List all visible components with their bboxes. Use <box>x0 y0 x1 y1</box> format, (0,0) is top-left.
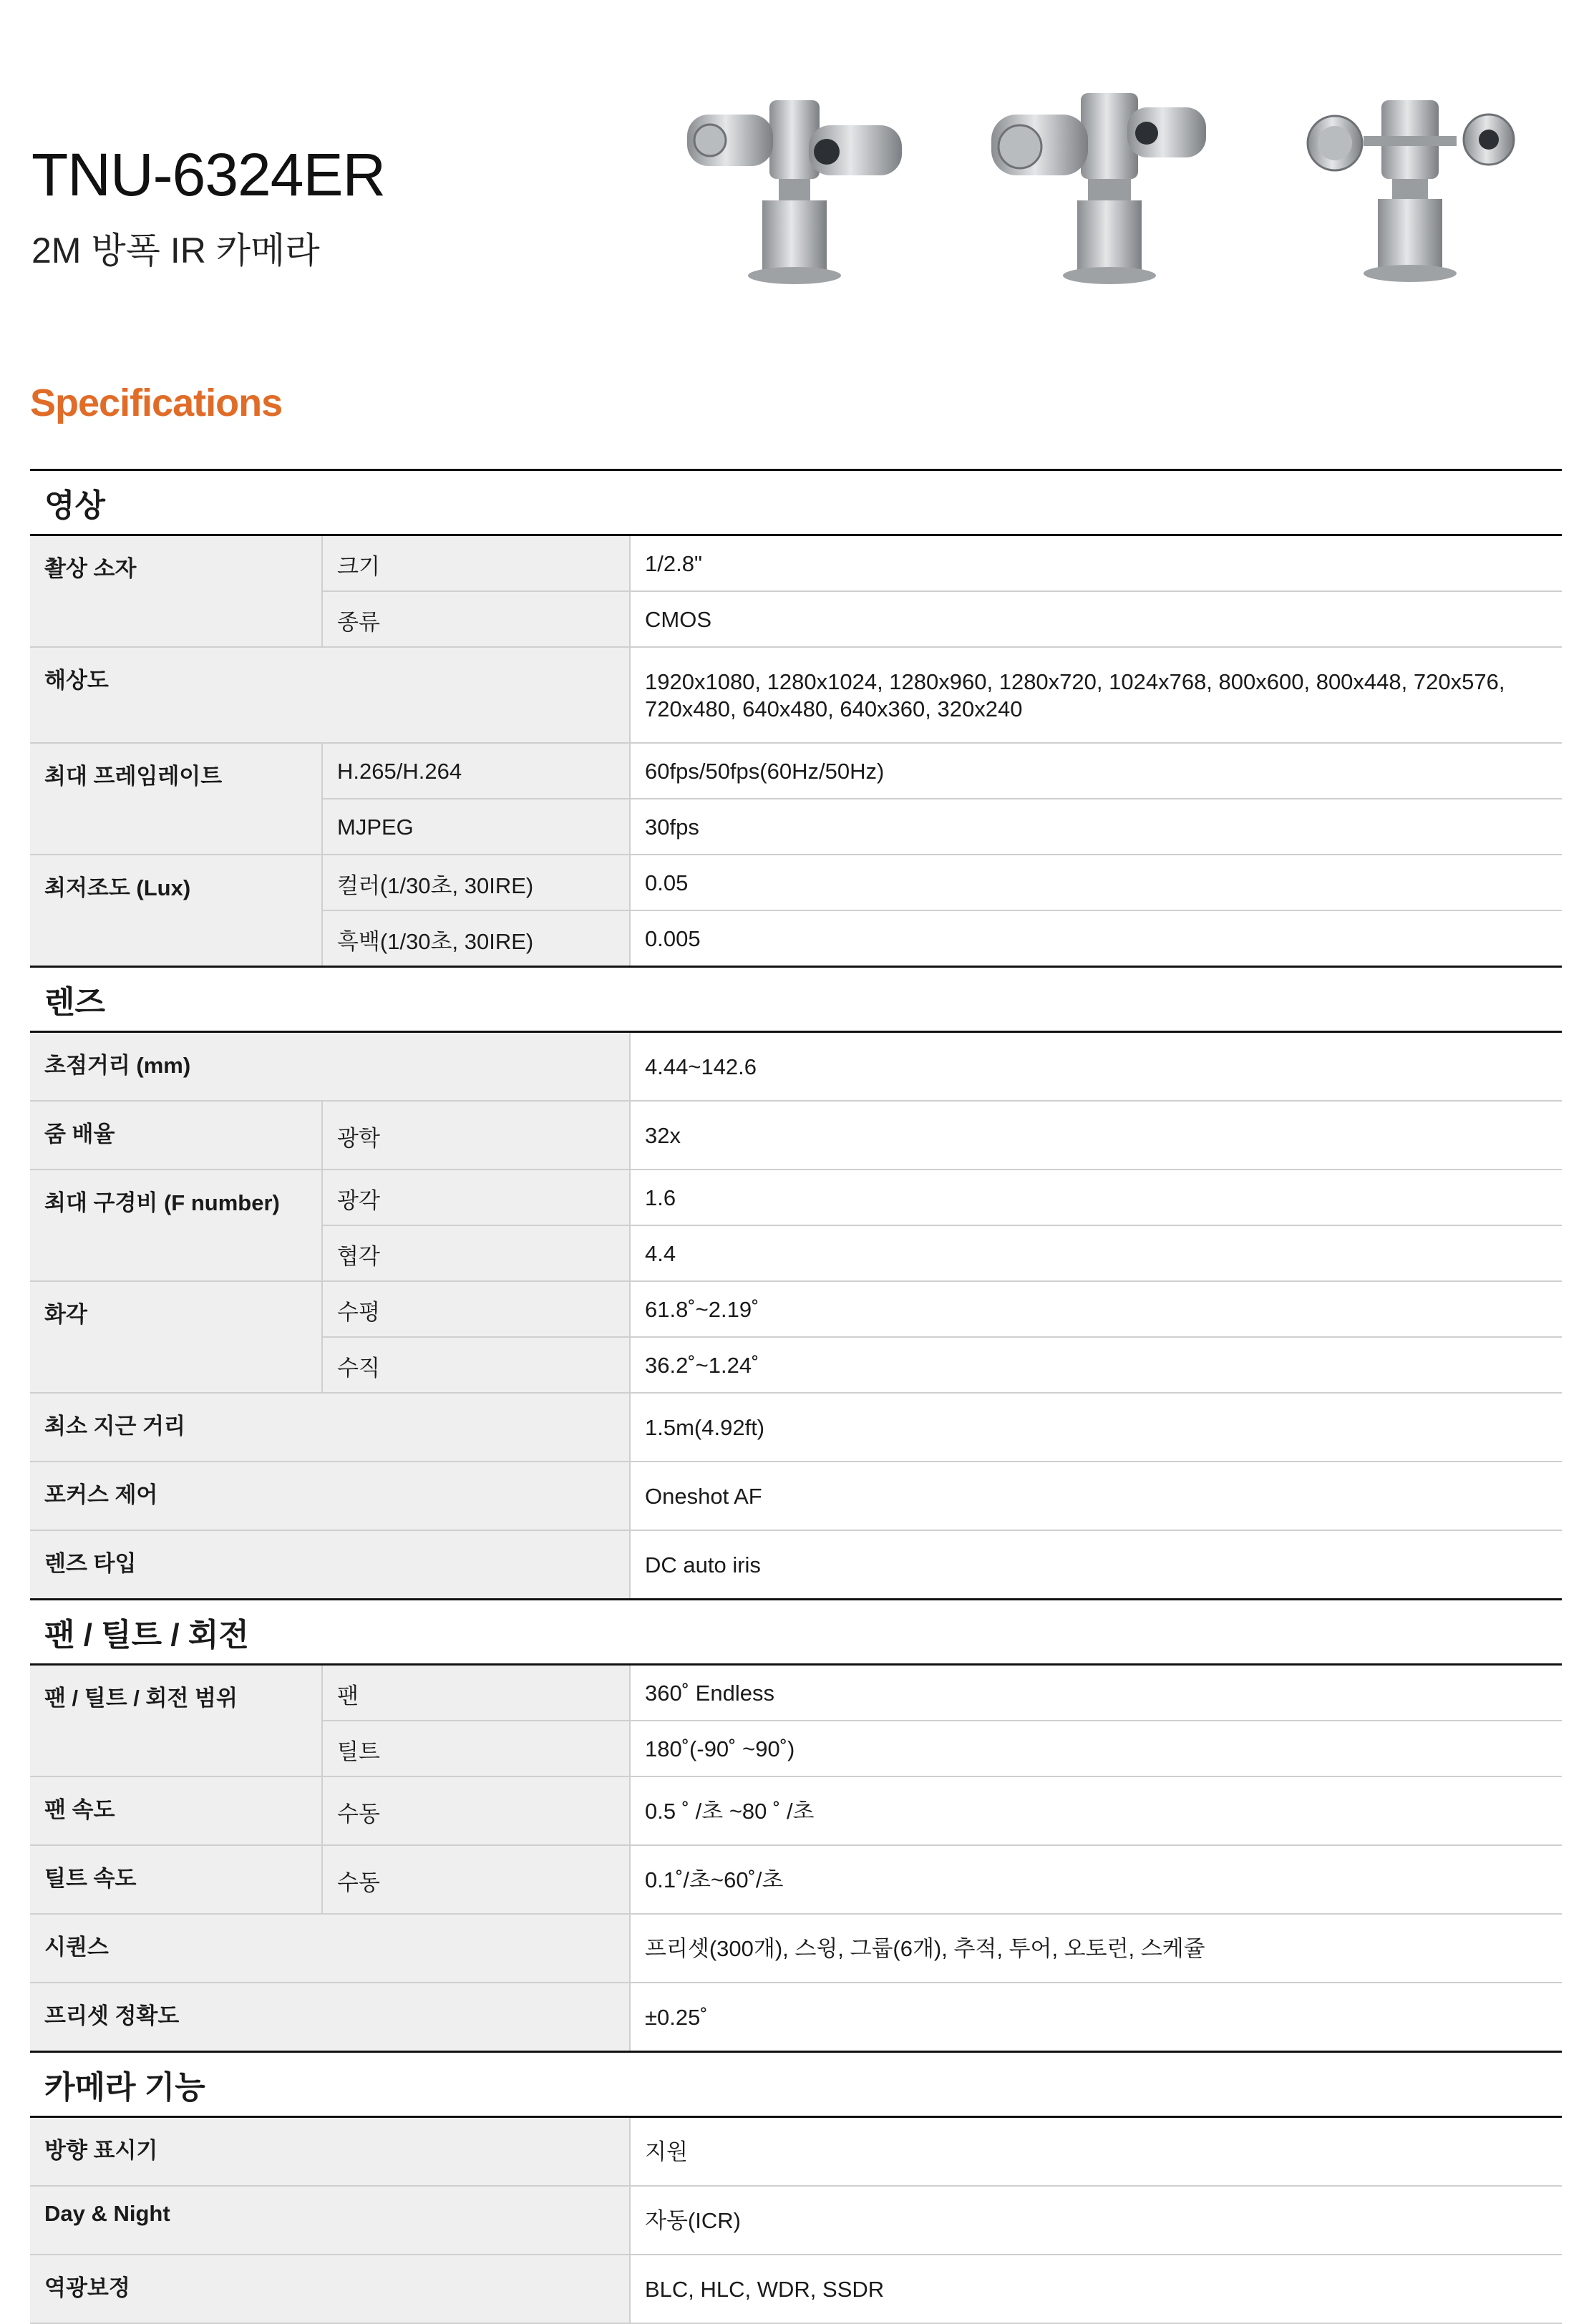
row-sublabel: 팬 <box>322 1665 630 1721</box>
section-title: 영상 <box>30 470 1562 535</box>
camera-image-front-left <box>673 86 916 293</box>
row-value: 0.05 <box>630 855 1562 910</box>
row-value: 60fps/50fps(60Hz/50Hz) <box>630 743 1562 799</box>
row-sublabel: 수동 <box>322 1845 630 1914</box>
table-row <box>30 1170 1562 1225</box>
row-sublabel: 협각 <box>322 1225 630 1281</box>
row-value: 180˚(-90˚ ~90˚) <box>630 1721 1562 1776</box>
row-sublabel: 크기 <box>322 535 630 592</box>
row-sublabel: 틸트 <box>322 1721 630 1776</box>
row-value: 0.1˚/초~60˚/초 <box>630 1845 1562 1914</box>
row-value: 4.4 <box>630 1225 1562 1281</box>
table-row <box>30 1281 1562 1337</box>
row-sublabel: H.265/H.264 <box>322 743 630 799</box>
row-label: 틸트 속도 <box>30 1845 322 1914</box>
row-value: 0.5 ˚ /초 ~80 ˚ /초 <box>630 1776 1562 1845</box>
row-value: 30fps <box>630 799 1562 855</box>
row-label: 팬 / 틸트 / 회전 범위 <box>30 1665 322 1777</box>
row-value: 36.2˚~1.24˚ <box>630 1337 1562 1393</box>
row-label: 팬 속도 <box>30 1776 322 1845</box>
row-sublabel: MJPEG <box>322 799 630 855</box>
table-row <box>30 1776 1562 1845</box>
row-label: 화각 <box>30 1281 322 1393</box>
spec-table <box>30 469 1562 2324</box>
row-label: 프리셋 정확도 <box>30 1983 630 2052</box>
camera-image-front <box>981 86 1224 293</box>
section-camera-functions <box>30 2052 1562 2117</box>
product-model: TNU-6324ER <box>31 141 386 208</box>
row-value: 1.6 <box>630 1170 1562 1225</box>
row-sublabel: 광각 <box>322 1170 630 1225</box>
product-images <box>673 86 1560 301</box>
row-label: 역광보정 <box>30 2255 630 2323</box>
row-value: 자동(ICR) <box>630 2186 1562 2255</box>
row-value: 지원 <box>630 2117 1562 2187</box>
row-label: 줌 배율 <box>30 1101 322 1170</box>
row-value: DC auto iris <box>630 1530 1562 1600</box>
row-label: 최저조도 (Lux) <box>30 855 322 967</box>
table-row <box>30 1462 1562 1530</box>
row-label: Day & Night <box>30 2186 630 2255</box>
row-label: 렌즈 타입 <box>30 1530 630 1600</box>
row-value: 0.005 <box>630 910 1562 967</box>
row-sublabel: 수직 <box>322 1337 630 1393</box>
section-pan-tilt-rotate <box>30 1600 1562 1665</box>
table-row <box>30 1845 1562 1914</box>
row-label: 최대 프레임레이트 <box>30 743 322 855</box>
row-value: 1920x1080, 1280x1024, 1280x960, 1280x720, 1024x768, 800x600, 800x448, 720x576, 720x480, 640x480, 640x360, 320x240 <box>630 647 1562 743</box>
section-lens <box>30 967 1562 1032</box>
table-row <box>30 647 1562 743</box>
section-title: 렌즈 <box>30 967 1562 1032</box>
row-value: 32x <box>630 1101 1562 1170</box>
row-label: 포커스 제어 <box>30 1462 630 1530</box>
row-value: 1/2.8" <box>630 535 1562 592</box>
table-row <box>30 1393 1562 1462</box>
table-row <box>30 1983 1562 2052</box>
row-sublabel: 수동 <box>322 1776 630 1845</box>
row-value: 4.44~142.6 <box>630 1032 1562 1102</box>
table-row <box>30 855 1562 910</box>
row-value: ±0.25˚ <box>630 1983 1562 2052</box>
row-value: BLC, HLC, WDR, SSDR <box>630 2255 1562 2323</box>
table-row <box>30 2117 1562 2187</box>
row-sublabel: 광학 <box>322 1101 630 1170</box>
camera-image-side <box>1281 86 1539 293</box>
section-title: 팬 / 틸트 / 회전 <box>30 1600 1562 1665</box>
row-label: 방향 표시기 <box>30 2117 630 2187</box>
row-label: 최소 지근 거리 <box>30 1393 630 1462</box>
row-label: 초점거리 (mm) <box>30 1032 630 1102</box>
row-sublabel: 컬러(1/30초, 30IRE) <box>322 855 630 910</box>
row-label: 해상도 <box>30 647 630 743</box>
specifications-heading: Specifications <box>30 381 283 424</box>
row-label: 최대 구경비 (F number) <box>30 1170 322 1281</box>
row-value: CMOS <box>630 591 1562 647</box>
row-value: 360˚ Endless <box>630 1665 1562 1721</box>
table-row <box>30 1032 1562 1102</box>
row-value: 프리셋(300개), 스윙, 그룹(6개), 추적, 투어, 오토런, 스케쥴 <box>630 1914 1562 1983</box>
table-row <box>30 1665 1562 1721</box>
table-row <box>30 2255 1562 2323</box>
row-label: 시퀀스 <box>30 1914 630 1983</box>
table-row <box>30 535 1562 592</box>
row-sublabel: 흑백(1/30초, 30IRE) <box>322 910 630 967</box>
section-title: 카메라 기능 <box>30 2052 1562 2117</box>
row-label: 촬상 소자 <box>30 535 322 648</box>
product-subtitle: 2M 방폭 IR 카메라 <box>31 230 320 271</box>
table-row <box>30 1914 1562 1983</box>
table-row <box>30 1530 1562 1600</box>
table-row <box>30 1101 1562 1170</box>
table-row <box>30 743 1562 799</box>
row-sublabel: 종류 <box>322 591 630 647</box>
row-sublabel: 수평 <box>322 1281 630 1337</box>
row-value: 1.5m(4.92ft) <box>630 1393 1562 1462</box>
section-video <box>30 470 1562 535</box>
table-row <box>30 2186 1562 2255</box>
row-value: Oneshot AF <box>630 1462 1562 1530</box>
row-value: 61.8˚~2.19˚ <box>630 1281 1562 1337</box>
